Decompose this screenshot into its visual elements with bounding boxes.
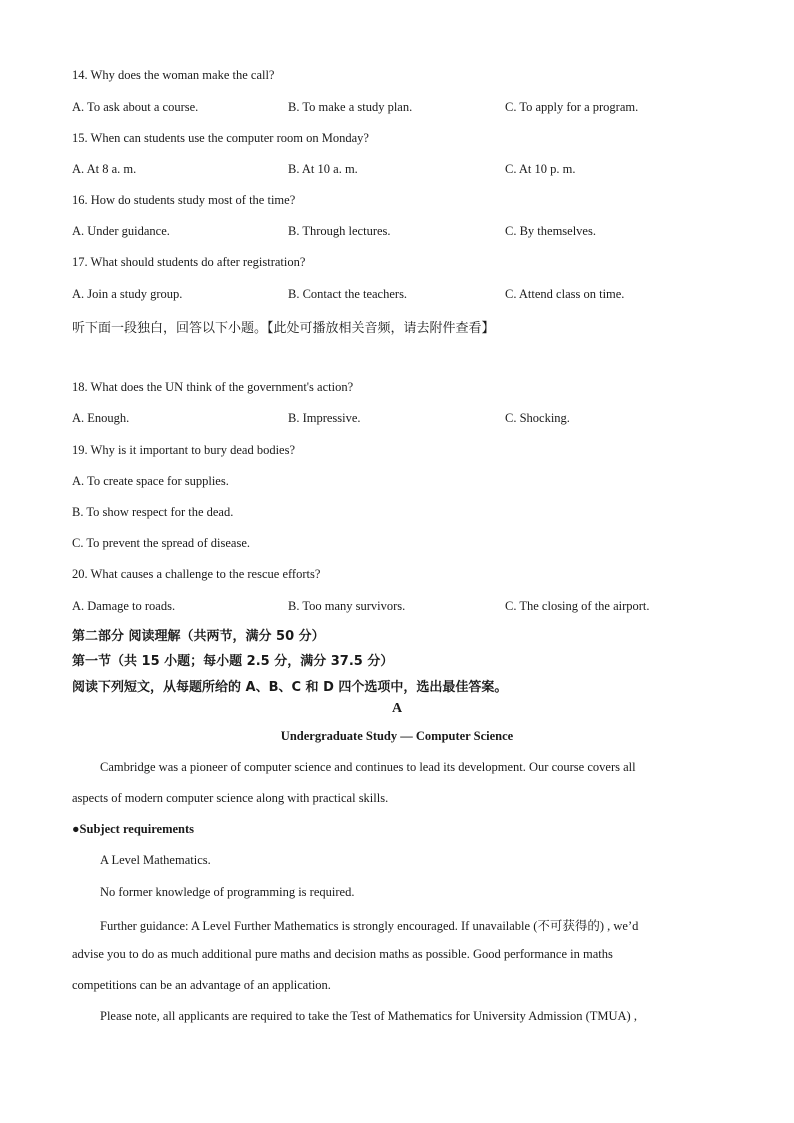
further-guidance-line2: advise you to do as much additional pure maths and decision maths as possible. Good performance in maths xyxy=(72,947,613,961)
question-16: 16. How do students study most of the time? xyxy=(72,193,296,207)
requirement-1: A Level Mathematics. xyxy=(100,853,211,867)
q14-option-a: A. To ask about a course. xyxy=(72,100,199,114)
further-guidance-line3: competitions can be an advantage of an application. xyxy=(72,978,331,992)
q20-option-a: A. Damage to roads. xyxy=(72,599,176,613)
q17-option-b: B. Contact the teachers. xyxy=(288,287,408,301)
q19-option-c: C. To prevent the spread of disease. xyxy=(72,536,251,550)
further-guidance-line1: Further guidance: A Level Further Mathematics is strongly encouraged. If unavailable (不可获得的) , we’d xyxy=(100,919,639,933)
section1-heading: 第一节（共 15 小题；每小题 2.5 分，满分 37.5 分） xyxy=(72,654,394,669)
reading-instruction: 阅读下列短文，从每题所给的 A、B、C 和 D 四个选项中，选出最佳答案。 xyxy=(72,680,508,695)
subject-requirements-heading: ●Subject requirements xyxy=(72,822,195,836)
q14-option-c: C. To apply for a program. xyxy=(505,100,639,114)
para1-line1: Cambridge was a pioneer of computer science and continues to lead its development. Our course covers all xyxy=(100,760,636,774)
q16-option-b: B. Through lectures. xyxy=(288,224,391,238)
question-20: 20. What causes a challenge to the rescue efforts? xyxy=(72,567,321,581)
listening-instruction: 听下面一段独白，回答以下小题。【此处可播放相关音频，请去附件查看】 xyxy=(72,321,495,336)
q15-option-c: C. At 10 p. m. xyxy=(505,162,576,176)
q20-option-b: B. Too many survivors. xyxy=(288,599,406,613)
question-17: 17. What should students do after registration? xyxy=(72,255,306,269)
q20-option-c: C. The closing of the airport. xyxy=(505,599,650,613)
question-14: 14. Why does the woman make the call? xyxy=(72,68,275,82)
question-15: 15. When can students use the computer room on Monday? xyxy=(72,131,369,145)
para1-line2: aspects of modern computer science along with practical skills. xyxy=(72,791,389,805)
q15-option-b: B. At 10 a. m. xyxy=(288,162,358,176)
q16-option-a: A. Under guidance. xyxy=(72,224,170,238)
question-18: 18. What does the UN think of the government's action? xyxy=(72,380,354,394)
q18-option-c: C. Shocking. xyxy=(505,411,570,425)
q17-option-a: A. Join a study group. xyxy=(72,287,183,301)
q18-option-a: A. Enough. xyxy=(72,411,130,425)
q19-option-b: B. To show respect for the dead. xyxy=(72,505,234,519)
passage-title: Undergraduate Study — Computer Science xyxy=(280,729,514,743)
q17-option-c: C. Attend class on time. xyxy=(505,287,625,301)
q19-option-a: A. To create space for supplies. xyxy=(72,474,229,488)
passage-letter: A xyxy=(391,701,403,716)
note-line1: Please note, all applicants are required to take the Test of Mathematics for University Admission (TMUA) , xyxy=(100,1009,637,1023)
part2-heading: 第二部分 阅读理解（共两节，满分 50 分） xyxy=(72,629,325,644)
requirement-2: No former knowledge of programming is required. xyxy=(100,885,355,899)
q15-option-a: A. At 8 a. m. xyxy=(72,162,137,176)
q18-option-b: B. Impressive. xyxy=(288,411,361,425)
q14-option-b: B. To make a study plan. xyxy=(288,100,413,114)
q16-option-c: C. By themselves. xyxy=(505,224,596,238)
question-19: 19. Why is it important to bury dead bodies? xyxy=(72,443,295,457)
